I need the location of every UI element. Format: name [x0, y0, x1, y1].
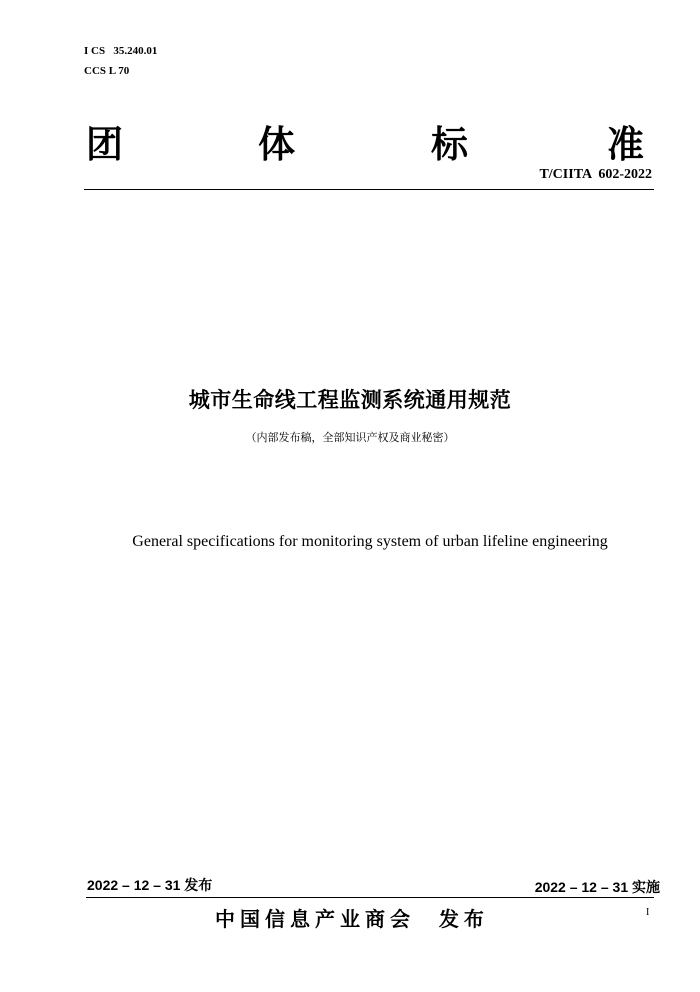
banner-char-1: 团: [86, 123, 123, 166]
footer-divider: [86, 897, 654, 898]
ics-code: I CS 35.240.01: [84, 45, 158, 57]
document-title: 城市生命线工程监测系统通用规范: [188, 388, 512, 412]
banner-char-3: 标: [431, 123, 468, 166]
header-divider: [84, 189, 654, 190]
banner-char-4: 准: [607, 123, 644, 166]
document-subtitle: （内部发布稿，全部知识产权及商业秘密）: [245, 431, 455, 444]
english-title: General specifications for monitoring system of urban lifeline engineering: [132, 533, 608, 550]
standard-number: T/CIITA 602-2022: [539, 167, 652, 182]
ccs-code: CCS L 70: [84, 65, 130, 77]
publish-date: 2022 – 12 – 31 发布: [87, 877, 213, 893]
publisher: 中国信息产业商会 发布: [215, 907, 489, 931]
page-number: I: [646, 907, 650, 918]
banner-char-2: 体: [258, 123, 295, 166]
implement-date: 2022 – 12 – 31 实施: [534, 879, 660, 895]
